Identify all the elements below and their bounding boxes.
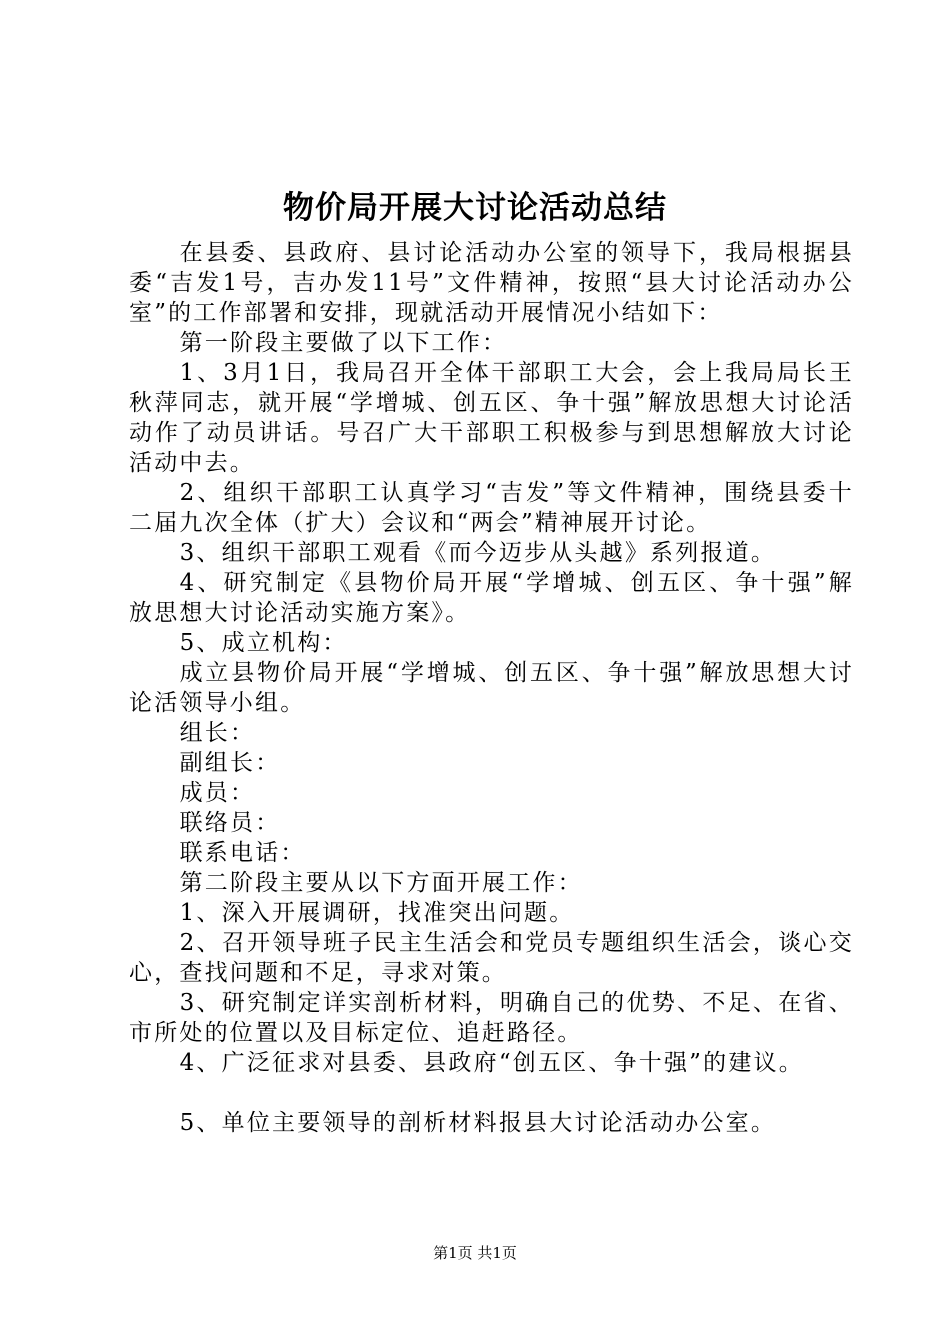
stage-one-item-4: 4、研究制定《县物价局开展“学增城、创五区、争十强”解放思想大讨论活动实施方案》。 bbox=[129, 570, 854, 626]
intro-paragraph: 在县委、县政府、县讨论活动办公室的领导下，我局根据县委“吉发1号，吉办发11号”文件精神，按照“县大讨论活动办公室”的工作部署和安排，现就活动开展情况小结如下： bbox=[129, 240, 854, 326]
stage-one-item-3: 3、组织干部职工观看《而今迈步从头越》系列报道。 bbox=[179, 540, 777, 566]
stage-two-item-2: 2、召开领导班子民主生活会和党员专题组织生活会，谈心交心，查找问题和不足，寻求对策。 bbox=[129, 930, 854, 986]
stage-one-item-2: 2、组织干部职工认真学习“吉发”等文件精神，围绕县委十二届九次全体（扩大）会议和“两会”精神展开讨论。 bbox=[129, 480, 854, 536]
stage-two-item-1: 1、深入开展调研，找准突出问题。 bbox=[179, 900, 575, 926]
group-leader-label: 组长： bbox=[179, 720, 256, 746]
stage-one-item-5: 5、成立机构： bbox=[179, 630, 348, 656]
liaison-label: 联络员： bbox=[179, 810, 281, 836]
stage-one-item-1: 1、3月1日，我局召开全体干部职工大会，会上我局局长王秋萍同志，就开展“学增城、创五区、争十强”解放思想大讨论活动作了动员讲话。号召广大干部职工积极参与到思想解放大讨论活动中去。 bbox=[129, 360, 854, 476]
stage-two-item-4: 4、广泛征求对县委、县政府“创五区、争十强”的建议。 bbox=[179, 1050, 804, 1076]
stage-two-heading: 第二阶段主要从以下方面开展工作： bbox=[179, 870, 583, 896]
stage-two-item-5: 5、单位主要领导的剖析材料报县大讨论活动办公室。 bbox=[179, 1110, 777, 1136]
stage-two-item-3: 3、研究制定详实剖析材料，明确自己的优势、不足、在省、市所处的位置以及目标定位、追赶路径。 bbox=[129, 990, 854, 1046]
page-footer: 第1页 共1页 bbox=[433, 1244, 517, 1262]
document-body bbox=[129, 238, 854, 1138]
stage-one-heading: 第一阶段主要做了以下工作： bbox=[179, 330, 508, 356]
deputy-leader-label: 副组长： bbox=[179, 750, 281, 776]
contact-phone-label: 联系电话： bbox=[179, 840, 306, 866]
members-label: 成员： bbox=[179, 780, 256, 806]
document-title: 物价局开展大讨论活动总结 bbox=[283, 190, 667, 226]
leadership-group-paragraph: 成立县物价局开展“学增城、创五区、争十强”解放思想大讨论活领导小组。 bbox=[129, 660, 854, 716]
